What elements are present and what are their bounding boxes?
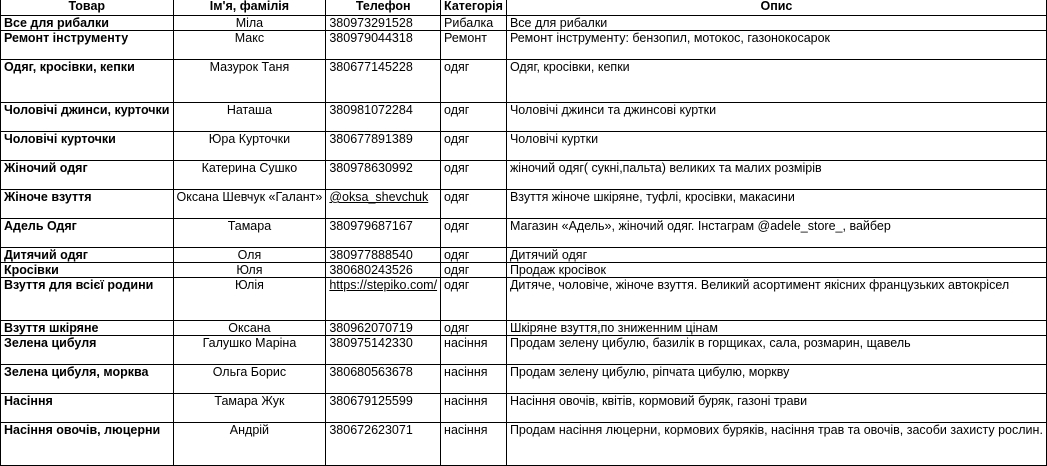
table-row	[1, 321, 1047, 336]
cell-product: Зелена цибуля, морква	[1, 365, 174, 394]
cell-name: Ольга Борис	[173, 365, 326, 394]
cell-name: Оля	[173, 248, 326, 263]
cell-description: Взуття жіноче шкіряне, туфлі, кросівки, макасини	[506, 190, 1046, 219]
cell-product: Дитячий одяг	[1, 248, 174, 263]
cell-category: одяг	[441, 248, 507, 263]
instagram-link[interactable]: @oksa_shevchuk	[326, 190, 441, 219]
cell-category: одяг	[441, 219, 507, 248]
cell-phone: 380672623071	[326, 423, 441, 466]
cell-name: Андрій	[173, 423, 326, 466]
cell-category: Рибалка	[441, 16, 507, 31]
table-row	[1, 394, 1047, 423]
table-row	[1, 278, 1047, 321]
cell-product: Жіноче взуття	[1, 190, 174, 219]
cell-name: Юля	[173, 263, 326, 278]
cell-description: Ремонт інструменту: бензопил, мотокос, газонокосарок	[506, 31, 1046, 60]
cell-phone: 380962070719	[326, 321, 441, 336]
header-category: Категорія	[441, 0, 507, 16]
cell-product: Насіння овочів, люцерни	[1, 423, 174, 466]
cell-phone: 380677145228	[326, 60, 441, 103]
table-row	[1, 60, 1047, 103]
table-row	[1, 16, 1047, 31]
cell-category: одяг	[441, 132, 507, 161]
cell-product: Все для рибалки	[1, 16, 174, 31]
table-row	[1, 423, 1047, 466]
table-row	[1, 31, 1047, 60]
table-row	[1, 103, 1047, 132]
cell-phone: 380979687167	[326, 219, 441, 248]
cell-product: Адель Одяг	[1, 219, 174, 248]
cell-phone: 380979044318	[326, 31, 441, 60]
cell-phone: 380973291528	[326, 16, 441, 31]
cell-product: Кросівки	[1, 263, 174, 278]
cell-description: Все для рибалки	[506, 16, 1046, 31]
cell-name: Юра Курточки	[173, 132, 326, 161]
table-row	[1, 248, 1047, 263]
table-row	[1, 219, 1047, 248]
cell-description: Продам насіння люцерни, кормових буряків, насіння трав та овочів, засоби захисту рослин.	[506, 423, 1046, 466]
cell-name: Наташа	[173, 103, 326, 132]
table-row	[1, 132, 1047, 161]
table-row	[1, 365, 1047, 394]
cell-name: Оксана Шевчук «Галант»	[173, 190, 326, 219]
cell-category: одяг	[441, 278, 507, 321]
header-row	[1, 0, 1047, 16]
cell-product: Зелена цибуля	[1, 336, 174, 365]
cell-product: Взуття шкіряне	[1, 321, 174, 336]
cell-name: Оксана	[173, 321, 326, 336]
cell-product: Одяг, кросівки, кепки	[1, 60, 174, 103]
cell-name: Тамара Жук	[173, 394, 326, 423]
cell-category: Ремонт	[441, 31, 507, 60]
table-row	[1, 336, 1047, 365]
website-link[interactable]: https://stepiko.com/	[326, 278, 441, 321]
cell-description: Чоловічі джинси та джинсові куртки	[506, 103, 1046, 132]
header-phone: Телефон	[326, 0, 441, 16]
cell-product: Чоловічі джинси, курточки	[1, 103, 174, 132]
cell-description: Чоловічі куртки	[506, 132, 1046, 161]
cell-description: Одяг, кросівки, кепки	[506, 60, 1046, 103]
cell-phone: 380977888540	[326, 248, 441, 263]
cell-description: Продам зелену цибулю, базилік в горщиках, сала, розмарин, щавель	[506, 336, 1046, 365]
cell-description: Дитяче, чоловіче, жіноче взуття. Великий асортимент якісних французьких автокрісел	[506, 278, 1046, 321]
cell-category: насіння	[441, 336, 507, 365]
cell-phone: 380680243526	[326, 263, 441, 278]
cell-phone: 380679125599	[326, 394, 441, 423]
cell-name: Міла	[173, 16, 326, 31]
cell-name: Мазурок Таня	[173, 60, 326, 103]
cell-category: одяг	[441, 161, 507, 190]
table-row	[1, 190, 1047, 219]
cell-category: насіння	[441, 365, 507, 394]
cell-phone: 380978630992	[326, 161, 441, 190]
cell-phone: 380677891389	[326, 132, 441, 161]
cell-category: одяг	[441, 190, 507, 219]
cell-description: Шкіряне взуття,по зниженним цінам	[506, 321, 1046, 336]
cell-name: Галушко Маріна	[173, 336, 326, 365]
cell-name: Катерина Сушко	[173, 161, 326, 190]
header-product: Товар	[1, 0, 174, 16]
cell-category: насіння	[441, 394, 507, 423]
cell-name: Юлія	[173, 278, 326, 321]
cell-product: Взуття для всієї родини	[1, 278, 174, 321]
cell-phone: 380680563678	[326, 365, 441, 394]
cell-product: Насіння	[1, 394, 174, 423]
table-row	[1, 263, 1047, 278]
cell-description: Магазин «Адель», жіночий одяг. Інстаграм @adele_store_, вайбер	[506, 219, 1046, 248]
cell-phone: 380981072284	[326, 103, 441, 132]
table-row	[1, 161, 1047, 190]
cell-phone: 380975142330	[326, 336, 441, 365]
cell-category: одяг	[441, 103, 507, 132]
cell-category: одяг	[441, 321, 507, 336]
cell-product: Чоловічі курточки	[1, 132, 174, 161]
cell-product: Жіночий одяг	[1, 161, 174, 190]
cell-product: Ремонт інструменту	[1, 31, 174, 60]
cell-name: Тамара	[173, 219, 326, 248]
header-name: Ім'я, фамілія	[173, 0, 326, 16]
cell-category: одяг	[441, 263, 507, 278]
cell-category: одяг	[441, 60, 507, 103]
header-description: Опис	[506, 0, 1046, 16]
cell-description: Продам зелену цибулю, ріпчата цибулю, моркву	[506, 365, 1046, 394]
cell-description: жіночий одяг( сукні,пальта) великих та малих розмірів	[506, 161, 1046, 190]
cell-description: Дитячий одяг	[506, 248, 1046, 263]
cell-category: насіння	[441, 423, 507, 466]
cell-name: Макс	[173, 31, 326, 60]
cell-description: Продаж кросівок	[506, 263, 1046, 278]
cell-description: Насіння овочів, квітів, кормовий буряк, газоні трави	[506, 394, 1046, 423]
